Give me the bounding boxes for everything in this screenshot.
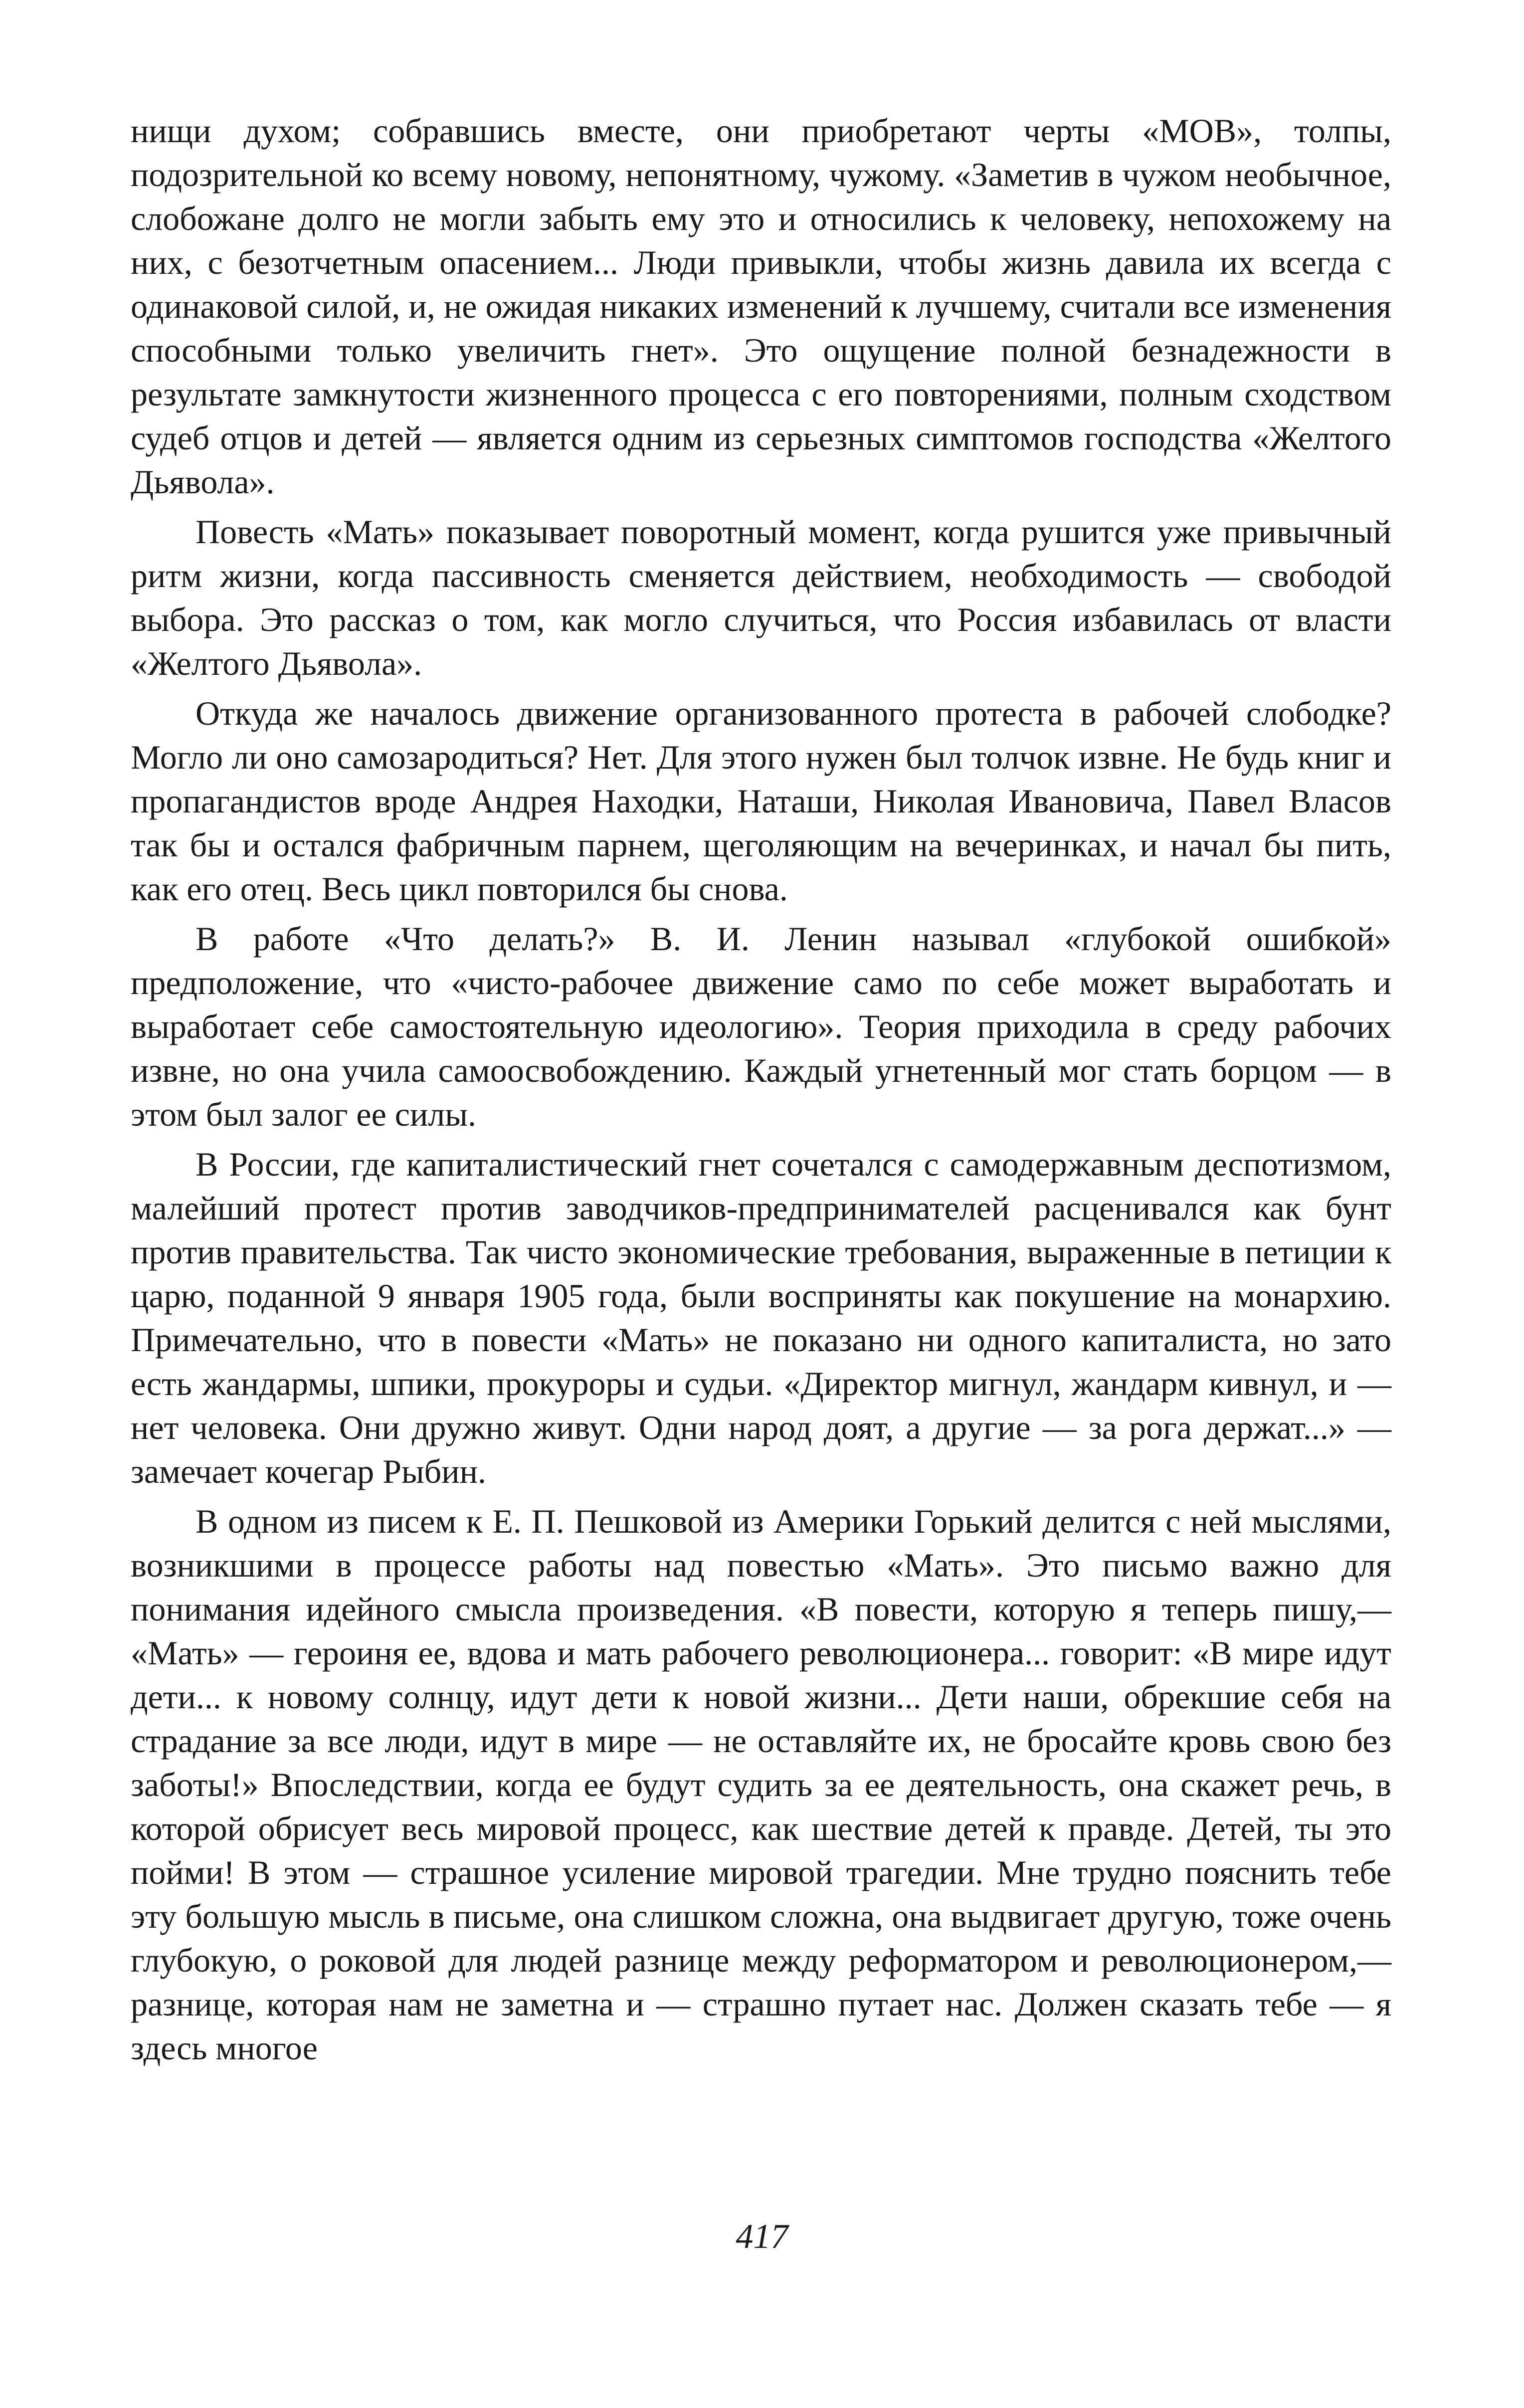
page-number: 417 [736, 2217, 788, 2256]
paragraph-letter-to-peshkova: В одном из писем к Е. П. Пешковой из Америки Горький делится с ней мыслями, возникшими в процессе работы над повестью «Мать». Это письмо важно для понимания идейного смысла произведения. «В повести, которую я теперь пишу,— «Мать» — героиня ее, вдова и мать рабочего революционера... говорит: «В мире идут дети... к новому солнцу, идут дети к новой жизни... Дети наши, обрекшие себя на страдание за все люди, идут в мире — не оставляйте их, не бросайте кровь свою без заботы!» Впоследствии, когда ее будут судить за ее деятельность, она скажет речь, в которой обрисует весь мировой процесс, как шествие детей к правде. Детей, ты это пойми! В этом — страшное усиление мировой трагедии. Мне трудно пояснить тебе эту большую мысль в письме, она слишком сложна, она выдвигает другую, тоже очень глубокую, о роковой для людей разнице между реформатором и революционером,— разнице, которая нам не заметна и — страшно путает нас. Должен сказать тебе — я здесь многое [131, 1502, 1391, 2067]
paragraph-continued: нищи духом; собравшись вместе, они приобретают черты «МОВ», толпы, подозрительной ко всему новому, непонятному, чужому. «Заметив в чужом необычное, слобожане долго не могли забыть ему это и относились к человеку, непохожему на них, с безотчетным опасением... Люди привыкли, чтобы жизнь давила их всегда с одинаковой силой, и, не ожидая никаких изменений к лучшему, считали все изменения способными только увеличить гнет». Это ощущение полной безнадежности в результате замкнутости жизненного процесса с его повторениями, полным сходством судеб отцов и детей — является одним из серьезных симптомов господства «Желтого Дьявола». [131, 112, 1391, 501]
paragraph-lenin-what-is-to-be-done: В работе «Что делать?» В. И. Ленин называл «глубокой ошибкой» предположение, что «чисто-рабочее движение само по себе может выработать и выработает себе самостоятельную идеологию». Теория приходила в среду рабочих извне, но она учила самоосвобождению. Каждый угнетенный мог стать борцом — в этом был залог ее силы. [131, 920, 1391, 1133]
paragraph-russia-despotism: В России, где капиталистический гнет сочетался с самодержавным деспотизмом, малейший протест против заводчиков-предпринимателей расценивался как бунт против правительства. Так чисто экономические требования, выраженные в петиции к царю, поданной 9 января 1905 года, были восприняты как покушение на монархию. Примечательно, что в повести «Мать» не показано ни одного капиталиста, но зато есть жандармы, шпики, прокуроры и судьи. «Директор мигнул, жандарм кивнул, и — нет человека. Они дружно живут. Одни народ доят, а другие — за рога держат...» — замечает кочегар Рыбин. [131, 1145, 1391, 1490]
paragraph-protest-origin: Откуда же началось движение организованного протеста в рабочей слободке? Могло ли оно самозародиться? Нет. Для этого нужен был толчок извне. Не будь книг и пропагандистов вроде Андрея Находки, Наташи, Николая Ивановича, Павел Власов так бы и остался фабричным парнем, щеголяющим на вечеринках, и начал бы пить, как его отец. Весь цикл повторился бы снова. [131, 694, 1391, 908]
paragraph-mother-turning-point: Повесть «Мать» показывает поворотный момент, когда рушится уже привычный ритм жизни, когда пассивность сменяется действием, необходимость — свободой выбора. Это рассказ о том, как могло случиться, что Россия избавилась от власти «Желтого Дьявола». [131, 513, 1391, 682]
page-body [131, 109, 1391, 2070]
